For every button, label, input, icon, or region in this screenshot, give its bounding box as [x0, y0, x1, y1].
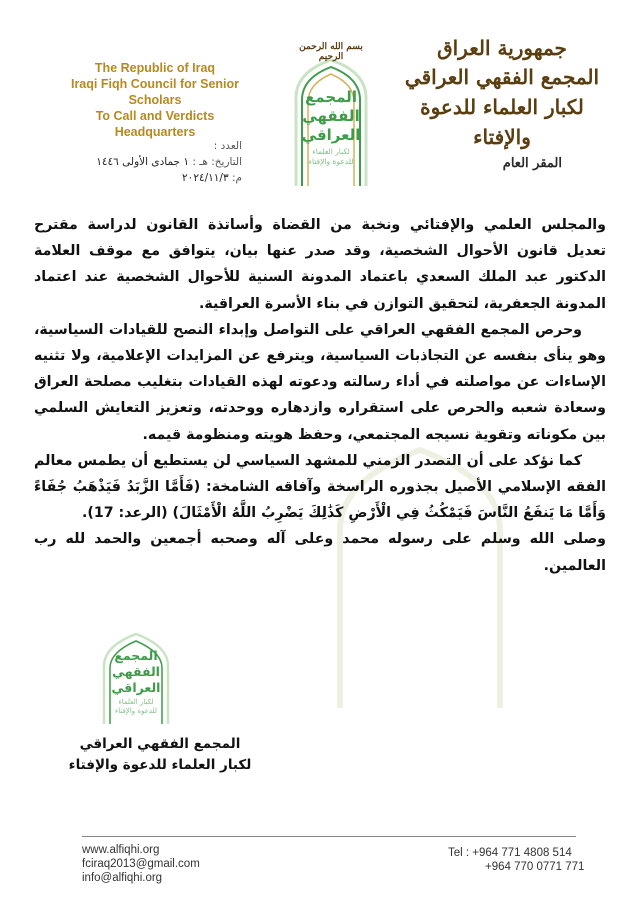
- logo-name: [288, 62, 374, 145]
- ar-headquarters: المقر العام: [502, 156, 562, 171]
- footer-tel-2[interactable]: +964 770 0771 771: [485, 861, 585, 873]
- sig-logo-sub-1: لكبار العلماء: [118, 698, 154, 706]
- logo-name-line-3: العراقي: [301, 126, 361, 144]
- footer-tel-label: Tel :: [448, 847, 470, 859]
- arabic-header: [402, 34, 602, 171]
- reference-block: [52, 138, 242, 186]
- sig-logo-line-3: العراقي: [111, 680, 161, 695]
- signature-line-2: لكبار العلماء للدعوة والإفتاء: [68, 757, 252, 773]
- ar-header-line-3: لكبار العلماء للدعوة والإفتاء: [420, 95, 584, 149]
- letter-body: [34, 212, 606, 579]
- signature-logo: [98, 626, 174, 726]
- en-header-line-3: To Call and Verdicts: [95, 109, 215, 123]
- ar-header-line-2: المجمع الفقهي العراقي: [404, 65, 600, 89]
- footer-phone-row-1: [448, 846, 588, 860]
- footer-email-2[interactable]: info@alfiqhi.org: [82, 872, 163, 884]
- logo-subtitle: [288, 147, 374, 167]
- english-header: [60, 60, 250, 140]
- sig-logo-sub-2: للدعوة والإفتاء: [114, 707, 157, 715]
- logo-name-line-1: المجمع: [305, 88, 357, 106]
- ref-date-row: [52, 154, 242, 170]
- footer-tel-1[interactable]: +964 771 4808 514: [472, 847, 572, 859]
- logo-sub-line-1: لكبار العلماء: [312, 147, 350, 156]
- en-header-line-1: The Republic of Iraq: [94, 61, 216, 75]
- basmala-text: بسم الله الرحمن الرحيم: [299, 42, 363, 62]
- ref-gregorian-label: م:: [231, 172, 242, 184]
- ref-date-hijri: ١ جمادى الأولى ١٤٤٦: [96, 156, 190, 168]
- en-header-line-2: Iraqi Fiqh Council for Senior Scholars: [70, 77, 240, 107]
- signature-block: [60, 734, 260, 776]
- sig-logo-line-1: المجمع: [114, 648, 158, 663]
- ref-date-gregorian: ٢٠٢٤/١١/٣: [182, 172, 229, 184]
- logo-sub-line-2: للدعوة والإفتاء: [308, 157, 354, 166]
- ref-number-row: [52, 138, 242, 154]
- footer-divider: [82, 836, 576, 837]
- logo-name-line-2: الفقهي: [302, 107, 360, 125]
- footer-email-1[interactable]: fciraq2013@gmail.com: [82, 858, 200, 870]
- ar-header-line-1: جمهورية العراق: [437, 36, 567, 60]
- body-paragraph-2: وحرص المجمع الفقهي العراقي على التواصل وإبداء النصح للقيادات السياسية، وهو ينأى بنفسه عن التجاذبات السياسية، ويترفع عن المزايدات الإعلامية، ولا تثنيه الإساءات عن مواصلته في أداء رسالته ودعوته لهذه القيادات بتغليب مصلحة العراق وسعادة شعبه والحرص على استقراره وازدهاره ووحدته، وتعزيز التعايش السلمي بين مكوناته وتقوية نسيجه المجتمعي، وحفظ هويته ومنظومة قيمه.: [34, 321, 606, 443]
- body-paragraph-1: والمجلس العلمي والإفتائي ونخبة من القضاة وأساتذة القانون لدراسة مقترح تعديل قانون الأحوال الشخصية، وقد صدر عنها بيان، يتوافق مع موقف العلامة الدكتور عبد الملك السعدي باعتماد المدونة السنية للأحوال الشخصية عند اعتماد المدونة الجعفرية، لتحقيق التوازن في بناء الأسرة العراقية.: [34, 217, 606, 312]
- body-paragraph-4: وصلى الله وسلم على رسوله محمد وعلى آله وصحبه أجمعين والحمد لله رب العالمين.: [34, 531, 606, 574]
- ref-number-label: العدد :: [213, 140, 242, 152]
- footer-web-contacts: [82, 843, 282, 885]
- en-header-line-4: Headquarters: [114, 125, 196, 139]
- sig-logo-subtitle: [98, 698, 174, 716]
- council-logo: [288, 38, 374, 188]
- body-paragraph-3: كما نؤكد على أن التصدر الزمني للمشهد السياسي لن يستطيع أن يطمس معالم الفقه الإسلامي الأصيل بجذوره الراسخة وآفاقه الشامخة: (فَأَمَّا الزَّبَدُ فَيَذْهَبُ جُفَاءً وَأَمَّا مَا يَنفَعُ النَّاسَ فَيَمْكُثُ فِي الْأَرْضِ كَذَٰلِكَ يَضْرِبُ اللَّهُ الْأَمْثَالَ) (الرعد: 17).: [34, 452, 606, 522]
- footer-website[interactable]: www.alfiqhi.org: [82, 844, 160, 856]
- sig-logo-line-2: الفقهي: [112, 664, 160, 679]
- ref-gregorian-row: [52, 170, 242, 186]
- footer-phone-contacts: [448, 846, 588, 874]
- ref-date-label: التاريخ: هـ :: [192, 156, 242, 168]
- signature-line-1: المجمع الفقهي العراقي: [79, 736, 241, 752]
- sig-logo-name: [98, 626, 174, 696]
